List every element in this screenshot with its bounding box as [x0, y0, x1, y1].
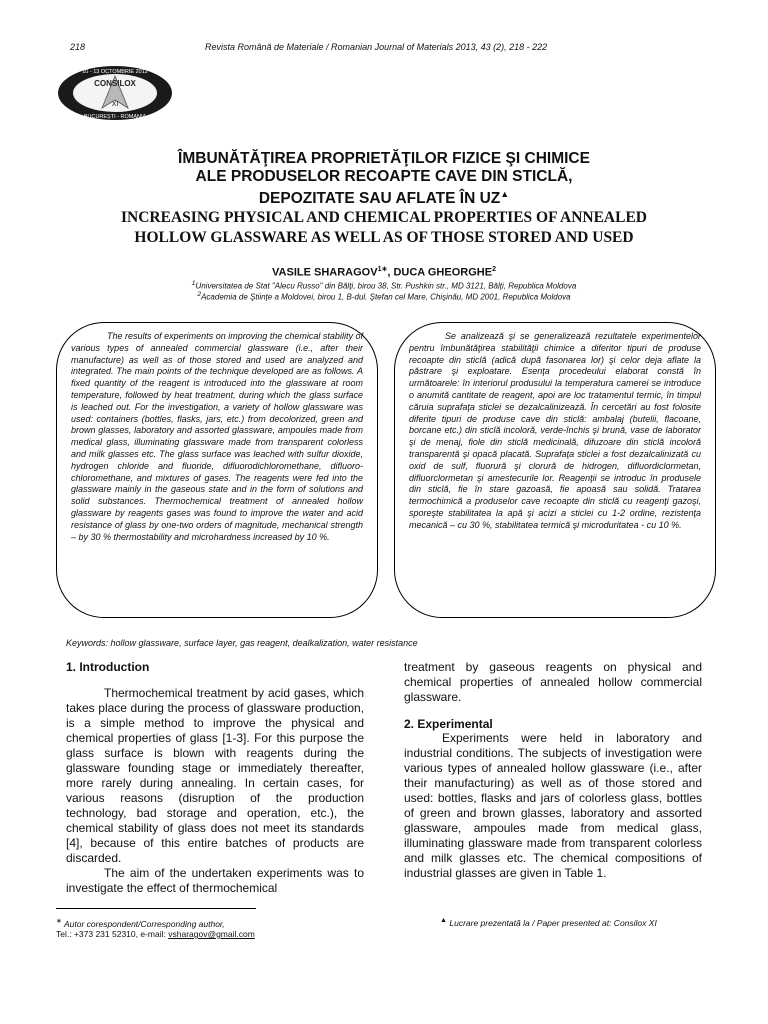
page-number: 218 — [70, 42, 86, 52]
experimental-paragraph-1: Experiments were held in laboratory and industrial conditions. The subjects of investigation were various types of annealed hollow glassware (i.e., after their manufacturing) as well as of those stored and used: bottles, flasks and jars of colorless glass, bottles of green and brown glasses, laboratory and assorted glassware, ampoules made from medical glass, illuminating glassware made from transparent colorless and milk glasses etc. The chemical compositions of industrial glasses are given in Table 1. — [404, 731, 702, 880]
journal-header: Revista Română de Materiale / Romanian Journal of Materials 2013, 43 (2), 218 - 222 — [205, 42, 548, 52]
footnote-rule — [56, 908, 256, 909]
svg-text:XI: XI — [111, 101, 119, 108]
affiliation-2: $^2$Academia de Ştiinţe a Moldovei, birou 1, B-dul. Ştefan cel Mare, Chişinău, MD 2001, Republica Moldova — [197, 291, 571, 302]
corresponding-author-note: ∗ Autor corespondent/Corresponding author, — [56, 917, 225, 929]
section-1-title: 1. Introduction — [66, 660, 150, 674]
introduction-paragraph-1: Thermochemical treatment by acid gases, which takes place during the process of glassware production, is a simple method to improve the physical and chemical properties of glass [1-3]. For this purpose the glass surface is blown with reagents during the glassware founding stage or immediately thereafter, more rarely during annealing. In certain cases, for various reasons (disruption of the production technology, bad storage and operation, etc.), the chemical stability of glass does not meet its standards [4], because of this entire batches of products are discarded. — [66, 686, 364, 865]
abstract-ro-box — [394, 322, 716, 618]
author-1: VASILE SHARAGOV — [272, 266, 378, 279]
svg-text:10 - 13 OCTOMBRIE 2012: 10 - 13 OCTOMBRIE 2012 — [82, 69, 148, 75]
title-ro-line3: DEPOZITATE SAU AFLATE ÎN UZ▲ — [258, 189, 510, 208]
right-column — [404, 660, 702, 881]
title-ro-line1: ÎMBUNĂTĂŢIREA PROPRIETĂŢILOR FIZICE ŞI CHIMICE — [178, 150, 590, 167]
abstract-ro: Se analizează şi se generalizează rezultatele experimentelor pentru îmbunătăţirea stabilităţii chimice a diferitor tipuri de produse recoapte din sticlă (adică după fasonarea lor) şi celor deja aflate la păstrare şi exploatare. Esenţa procedeului elaborat constă în următoarele: în interiorul produsului la temperatura camerei se introduce o anumită cantitate de reagent, apoi are loc tratamentul termic, în timpul căruia suprafaţa sticlei se dezalcalinizează. În cercetări au fost folosite diferite tipuri de produse cave din sticlă: ambalaj (butelii, flacoane, borcane etc.) din sticlă incoloră, verde-închis şi brună, vase de laborator şi de menaj, fiole din sticlă medicinală, difuzoare din sticlă incoloră transparentă şi opacă placată. Suprafaţa sticlei a fost dezalcalinizată cu oxid de sulf, fluorură şi clorură de hidrogen, difluordiclormetan, difluorclormetan şi amestecurile lor. Reagenţii se introduc în produsele din sticlă, fie în stare gazoasă, fie apoasă sau solidă. Tratarea termochimică a produselor cave recoapte din sticlă cu reagenţi gazoşi, sporeşte stabilitatea la apă şi acizi a sticlei cu 1-2 ordine, rezistenţa mecanică – cu 30 %, stabilitatea termică şi microduritatea - cu 10 %. — [409, 331, 701, 530]
svg-text:BUCUREŞTI - ROMANIA: BUCUREŞTI - ROMANIA — [83, 114, 147, 120]
svg-text:CONSILOX: CONSILOX — [94, 79, 136, 88]
title-ro-line2: ALE PRODUSELOR RECOAPTE CAVE DIN STICLĂ, — [195, 168, 573, 185]
authors: VASILE $SHARAGOV^{1∗}$, DUCA GHEORGHE$^2$ — [272, 266, 496, 279]
title-en-line2: HOLLOW GLASSWARE AS WELL AS OF THOSE STORED AND USED — [134, 229, 634, 246]
author-2: DUCA GHEORGHE — [393, 266, 493, 279]
abstract-en-box — [56, 322, 378, 618]
keywords-label: Keywords: — [66, 638, 109, 648]
abstract-en: The results of experiments on improving the chemical stability of various types of annealed commercial glassware (i.e., after their manufacture) as well as of those stored and used are analyzed and integrated. The main points of the technique developed are as follows. A fixed quantity of the reagent is introduced into the glassware at room temperature, followed by heat treatment, during which the glass surface is leached out. For the investigation, a variety of hollow glassware was used: containers (bottles, flasks, jars, etc.) from decolorized, green and brown glasses, laboratory and assorted glassware, ampoules made from medical glass, illuminating glassware made from transparent colorless and milk glasses etc. The glass surface was leached with sulfur dioxide, hydrogen chloride and fluoride, difluorodichloromethane, difluoro-chloromethane, and mixtures of gases. The reagents were fed into the glassware mainly in the gaseous state and in the form of solutions and solid substances. Thermochemical treatment of annealed hollow glassware by reagents gases was found to improve the water and acid resistance of glass by one-two orders of magnitude, mechanical strength – by 30 % thermostability and microhardness increased by 10 %. — [71, 331, 363, 542]
affiliation-1: $^1$Universitatea de Stat "Alecu Russo" din Bălţi, birou 38, Str. Pushkin str., MD 3121, Bălţi, Republica Moldova — [191, 280, 577, 291]
keywords: Keywords: hollow glassware, surface layer, gas reagent, dealkalization, water resistance — [66, 638, 418, 648]
title-en-line1: INCREASING PHYSICAL AND CHEMICAL PROPERTIES OF ANNEALED — [121, 209, 647, 226]
section-2-title: 2. Experimental — [404, 717, 493, 731]
contact-line: Tel.: +373 231 52310, e-mail: vsharagov@gmail.com — [56, 929, 255, 939]
introduction-paragraph-2: The aim of the undertaken experiments was to investigate the effect of thermochemical — [66, 866, 364, 895]
consilox-logo — [56, 64, 174, 122]
introduction-continued: treatment by gaseous reagents on physical and chemical properties of annealed hollow commercial glassware. — [404, 660, 702, 704]
left-column — [66, 660, 364, 896]
paper-presented-note: ▲ Lucrare prezentată la / Paper presented at: Consilox XI — [440, 916, 657, 928]
paper-presented-marker: ▲ — [500, 189, 510, 199]
email-link[interactable]: vsharagov@gmail.com — [168, 929, 255, 939]
